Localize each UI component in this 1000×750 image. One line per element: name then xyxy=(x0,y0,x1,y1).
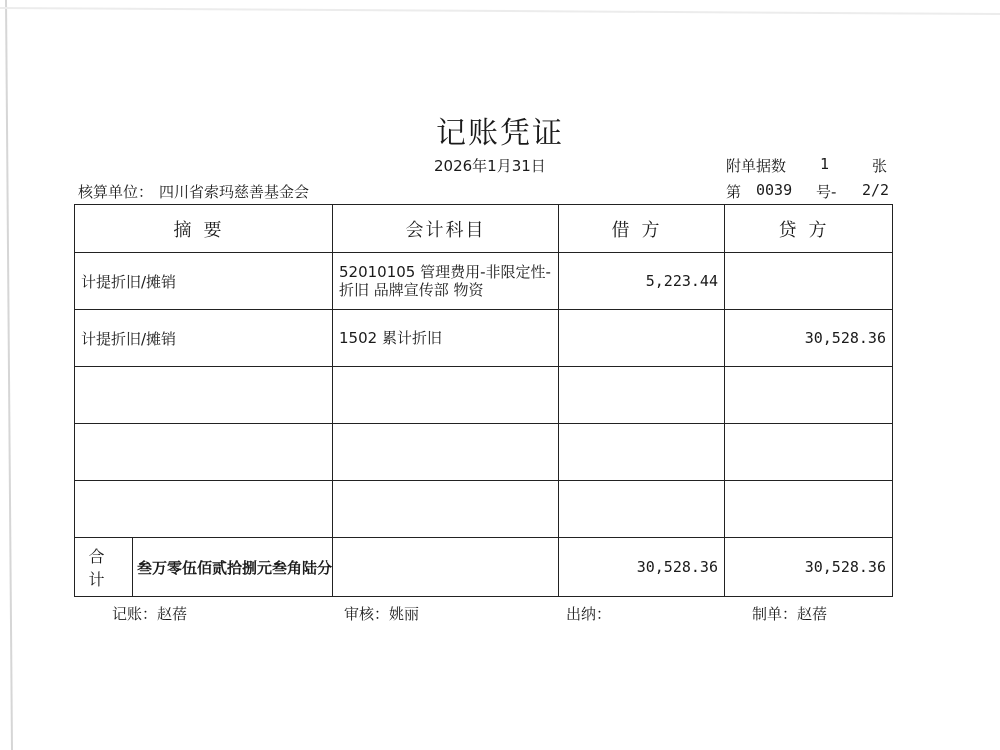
bookkeeper-label: 记账： xyxy=(112,605,158,623)
table-row xyxy=(75,481,893,538)
summary-cell: 计提折旧/摊销 xyxy=(75,253,333,310)
header-account: 会计科目 xyxy=(333,205,559,253)
unit-label: 核算单位： xyxy=(78,183,154,201)
credit-cell xyxy=(725,367,893,424)
attachments-unit: 张 xyxy=(872,157,888,175)
cashier-label: 出纳： xyxy=(566,605,612,623)
total-credit: 30,528.36 xyxy=(725,538,893,597)
credit-cell: 30,528.36 xyxy=(725,310,893,367)
account-line: 折旧 品牌宣传部 物资 xyxy=(339,281,484,299)
table-row xyxy=(75,367,893,424)
debit-cell xyxy=(559,310,725,367)
reviewer-label: 审核： xyxy=(344,605,390,623)
debit-cell xyxy=(559,367,725,424)
summary-cell xyxy=(75,424,333,481)
table-header-row xyxy=(75,205,893,253)
reviewer-name: 姚丽 xyxy=(389,605,420,623)
reviewer-signature xyxy=(344,603,419,624)
credit-cell xyxy=(725,481,893,538)
bookkeeper-signature xyxy=(112,603,187,624)
total-account-cell xyxy=(333,538,559,597)
accounting-unit xyxy=(78,181,309,202)
debit-cell xyxy=(559,481,725,538)
account-cell xyxy=(333,253,559,310)
preparer-label: 制单： xyxy=(752,605,798,623)
attachments-count: 1 xyxy=(820,155,830,173)
voucher-number-suffix: 号- xyxy=(816,183,837,201)
table-row xyxy=(75,310,893,367)
account-line: 1502 累计折旧 xyxy=(339,329,442,347)
voucher-page: 2/2 xyxy=(862,181,890,199)
debit-cell xyxy=(559,424,725,481)
header-debit: 借方 xyxy=(559,205,725,253)
summary-cell: 计提折旧/摊销 xyxy=(75,310,333,367)
total-debit: 30,528.36 xyxy=(559,538,725,597)
account-cell xyxy=(333,424,559,481)
account-line: 52010105 管理费用-非限定性- xyxy=(339,263,551,281)
preparer-signature xyxy=(752,603,827,624)
summary-cell xyxy=(75,367,333,424)
total-row xyxy=(75,538,893,597)
table-row xyxy=(75,424,893,481)
voucher-date: 2026年1月31日 xyxy=(434,157,546,175)
voucher-number: 0039 xyxy=(756,181,793,199)
cashier-signature xyxy=(566,603,611,624)
bookkeeper-name: 赵蓓 xyxy=(157,605,188,623)
total-cell xyxy=(75,538,333,597)
header-credit: 贷方 xyxy=(725,205,893,253)
voucher-title: 记账凭证 xyxy=(436,116,564,151)
table-row xyxy=(75,253,893,310)
voucher-number-prefix: 第 xyxy=(726,183,742,201)
account-cell xyxy=(333,310,559,367)
amount-in-words: 叁万零伍佰贰拾捌元叁角陆分 xyxy=(136,558,332,577)
credit-cell xyxy=(725,253,893,310)
summary-cell xyxy=(75,481,333,538)
attachments-label: 附单据数 xyxy=(726,157,787,175)
header-summary: 摘要 xyxy=(75,205,333,253)
preparer-name: 赵蓓 xyxy=(797,605,828,623)
credit-cell xyxy=(725,424,893,481)
unit-name: 四川省索玛慈善基金会 xyxy=(159,183,310,201)
total-label: 合计 xyxy=(88,547,119,589)
debit-cell: 5,223.44 xyxy=(559,253,725,310)
account-cell xyxy=(333,367,559,424)
voucher-table xyxy=(74,204,893,597)
account-cell xyxy=(333,481,559,538)
